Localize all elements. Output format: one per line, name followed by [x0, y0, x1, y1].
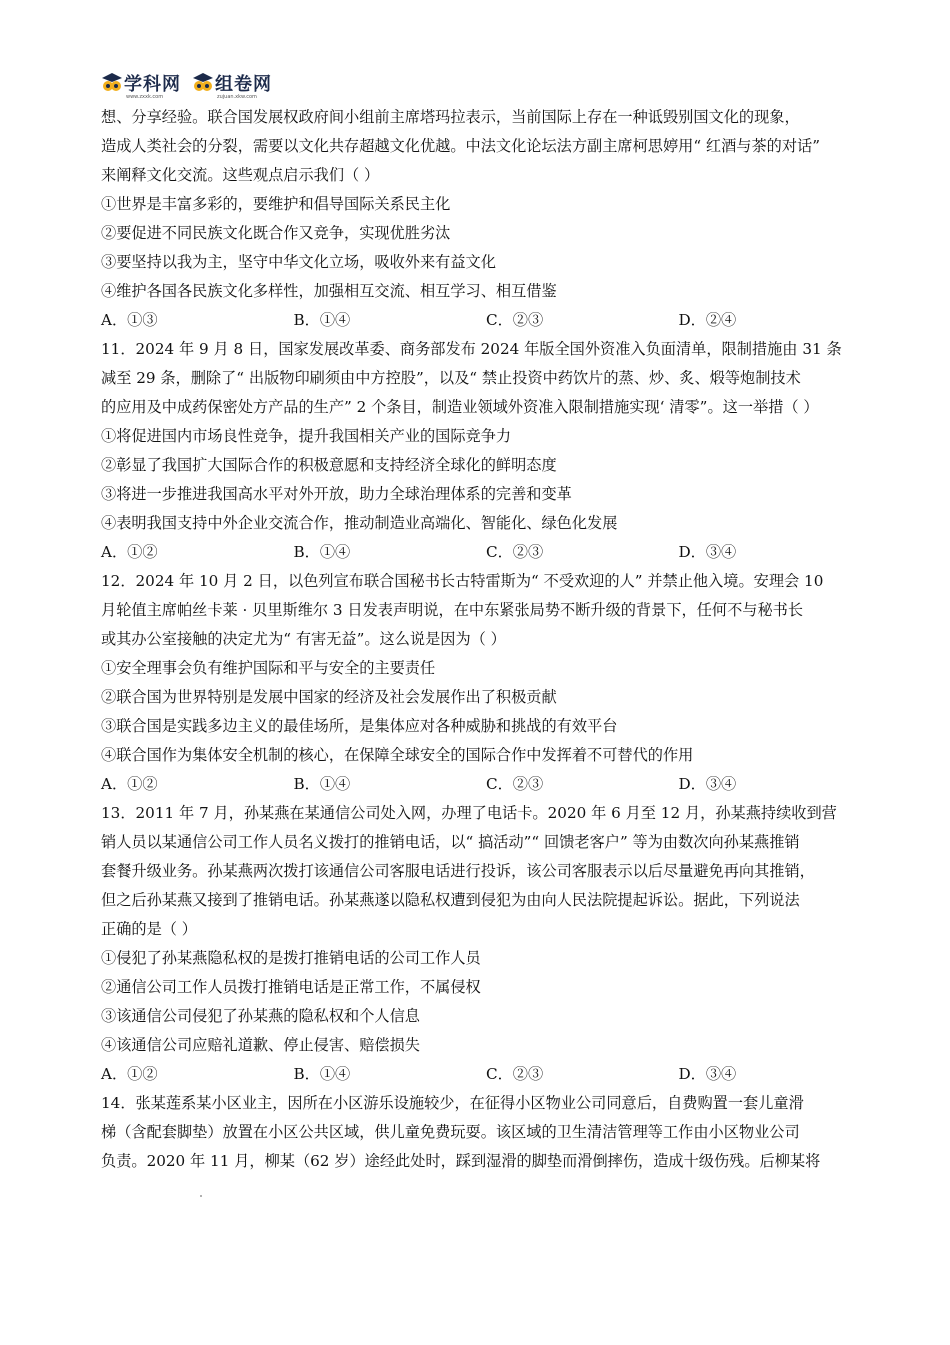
question-text-line: 13．2011 年 7 月，孙某燕在某通信公司处入网，办理了电话卡。2020 年 6 月至 12 月，孙某燕持续收到营	[101, 804, 837, 822]
logo-zxxk	[100, 70, 181, 100]
answer-options	[101, 306, 871, 335]
option-c: C．②③	[486, 775, 544, 793]
statement: ④该通信公司应赔礼道歉、停止侵害、赔偿损失	[101, 1036, 420, 1054]
option-a: A．①③	[101, 311, 158, 329]
option-a: A．①②	[101, 1065, 158, 1083]
statement: ④维护各国各民族文化多样性，加强相互交流、相互学习、相互借鉴	[101, 282, 557, 300]
option-a: A．①②	[101, 775, 158, 793]
answer-options	[101, 538, 871, 567]
question-text-line: 来阐释文化交流。这些观点启示我们（ ）	[101, 166, 380, 184]
option-d: D．③④	[678, 775, 737, 793]
owl-icon	[100, 72, 124, 94]
statement: ②联合国为世界特别是发展中国家的经济及社会发展作出了积极贡献	[101, 688, 557, 706]
statement: ④联合国作为集体安全机制的核心，在保障全球安全的国际合作中发挥着不可替代的作用	[101, 746, 694, 764]
option-c: C．②③	[486, 311, 544, 329]
statement: ①安全理事会负有维护国际和平与安全的主要责任	[101, 659, 436, 677]
statement: ①侵犯了孙某燕隐私权的是拨打推销电话的公司工作人员	[101, 949, 481, 967]
option-b: B．①④	[293, 543, 351, 561]
option-b: B．①④	[293, 775, 351, 793]
question-text-line: 套餐升级业务。孙某燕两次拨打该通信公司客服电话进行投诉，该公司客服表示以后尽量避免再向其推销，	[101, 862, 815, 880]
question-text-line: 或其办公室接触的决定尤为“ 有害无益”。这么说是因为（ ）	[101, 630, 506, 648]
statement: ③将进一步推进我国高水平对外开放，助力全球治理体系的完善和变革	[101, 485, 572, 503]
question-content	[101, 103, 871, 1176]
logo-zujuan-sub: zujuan.xkw.com	[217, 94, 257, 100]
owl-icon	[191, 72, 215, 94]
statement: ②要促进不同民族文化既合作又竞争，实现优胜劣汰	[101, 224, 451, 242]
statement: ③该通信公司侵犯了孙某燕的隐私权和个人信息	[101, 1007, 420, 1025]
logo-zxxk-sub: www.zxxk.com	[126, 94, 164, 100]
header-logo	[100, 68, 282, 98]
statement: ①世界是丰富多彩的，要维护和倡导国际关系民主化	[101, 195, 451, 213]
answer-options	[101, 770, 871, 799]
logo-zxxk-text: 学科网	[124, 74, 181, 95]
logo-zujuan-text: 组卷网	[215, 74, 272, 95]
statement: ④表明我国支持中外企业交流合作，推动制造业高端化、智能化、绿色化发展	[101, 514, 618, 532]
statement: ③联合国是实践多边主义的最佳场所，是集体应对各种威胁和挑战的有效平台	[101, 717, 618, 735]
question-text-line: 12．2024 年 10 月 2 日，以色列宣布联合国秘书长古特雷斯为“ 不受欢迎的人” 并禁止他入境。安理会 10	[101, 572, 824, 590]
question-text-line: 11．2024 年 9 月 8 日，国家发展改革委、商务部发布 2024 年版全国外资准入负面清单，限制措施由 31 条	[101, 340, 842, 358]
statement: ②通信公司工作人员拨打推销电话是正常工作，不属侵权	[101, 978, 481, 996]
option-c: C．②③	[486, 543, 544, 561]
statement: ①将促进国内市场良性竞争，提升我国相关产业的国际竞争力	[101, 427, 512, 445]
option-a: A．①②	[101, 543, 158, 561]
question-text-line: 但之后孙某燕又接到了推销电话。孙某燕遂以隐私权遭到侵犯为由向人民法院提起诉讼。据此，下列说法	[101, 891, 800, 909]
logo-zujuan	[191, 70, 272, 100]
page-dot	[200, 1195, 202, 1197]
question-text-line: 减至 29 条，删除了“ 出版物印刷须由中方控股”，以及“ 禁止投资中药饮片的蒸、炒、炙、煅等炮制技术	[101, 369, 801, 387]
question-text-line: 想、分享经验。联合国发展权政府间小组前主席塔玛拉表示，当前国际上存在一种诋毁别国文化的现象，	[101, 108, 800, 126]
option-d: D．②④	[678, 311, 737, 329]
question-text-line: 的应用及中成药保密处方产品的生产” 2 个条目，制造业领域外资准入限制措施实现‘ 清零”。这一举措（ ）	[101, 398, 819, 416]
question-text-line: 造成人类社会的分裂，需要以文化共存超越文化优越。中法文化论坛法方副主席柯思婷用“ 红酒与茶的对话”	[101, 137, 820, 155]
answer-options	[101, 1060, 871, 1089]
statement: ②彰显了我国扩大国际合作的积极意愿和支持经济全球化的鲜明态度	[101, 456, 557, 474]
question-text-line: 销人员以某通信公司工作人员名义拨打的推销电话，以“ 搞活动”“ 回馈老客户” 等为由数次向孙某燕推销	[101, 833, 800, 851]
option-b: B．①④	[293, 311, 351, 329]
statement: ③要坚持以我为主，坚守中华文化立场，吸收外来有益文化	[101, 253, 496, 271]
question-text-line: 正确的是（ ）	[101, 920, 197, 938]
question-text-line: 14．张某莲系某小区业主，因所在小区游乐设施较少，在征得小区物业公司同意后，自费购置一套儿童滑	[101, 1094, 804, 1112]
option-d: D．③④	[678, 543, 737, 561]
question-text-line: 梯（含配套脚垫）放置在小区公共区域，供儿童免费玩耍。该区域的卫生清洁管理等工作由小区物业公司	[101, 1123, 800, 1141]
question-text-line: 负责。2020 年 11 月，柳某（62 岁）途经此处时，踩到湿滑的脚垫而滑倒摔伤，造成十级伤残。后柳某将	[101, 1152, 821, 1170]
option-d: D．③④	[678, 1065, 737, 1083]
option-c: C．②③	[486, 1065, 544, 1083]
question-text-line: 月轮值主席帕丝卡莱 · 贝里斯维尔 3 日发表声明说，在中东紧张局势不断升级的背景下，任何不与秘书长	[101, 601, 804, 619]
option-b: B．①④	[293, 1065, 351, 1083]
